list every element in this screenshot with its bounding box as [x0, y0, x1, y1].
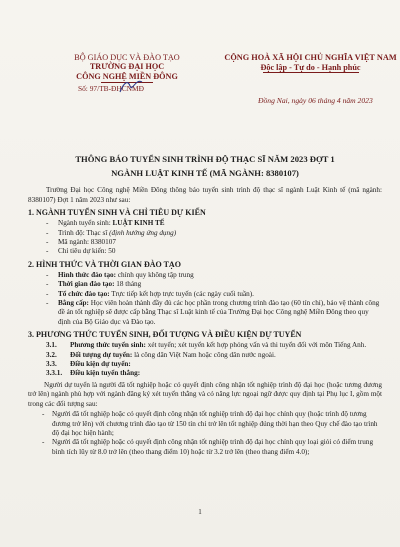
- page-number: 1: [198, 508, 202, 516]
- title-line-2: NGÀNH LUẬT KINH TẾ (MÃ NGÀNH: 8380107): [111, 168, 299, 178]
- list-item: - Ngành tuyển sinh: LUẬT KINH TẾ: [46, 219, 165, 228]
- university-name-line2: CÔNG NGHỆ MIỀN ĐÔNG: [76, 71, 178, 81]
- ministry-name: BỘ GIÁO DỤC VÀ ĐÀO TẠO: [74, 53, 180, 62]
- subsection-3-1: 3.1. Phương thức tuyển sinh: xét tuyển; xét tuyển kết hợp phỏng vấn và thi tuyển đối với môn Tiếng Anh.: [46, 341, 367, 350]
- subsection-3-3: 3.3. Điều kiện dự tuyển:: [46, 360, 131, 369]
- motto-underline: [263, 72, 359, 73]
- intro-paragraph: Trường Đại học Công nghệ Miền Đông thông báo tuyển sinh trình độ thạc sĩ ngành Luật Kinh tế (mã ngành: 8380107) Đợt 1 năm 2023 như sau:: [28, 186, 382, 204]
- document-title: [28, 152, 382, 180]
- title-line-1: THÔNG BÁO TUYỂN SINH TRÌNH ĐỘ THẠC SĨ NĂM 2023 ĐỢT 1: [75, 154, 335, 164]
- section-2-list: [28, 271, 382, 327]
- issue-date: Đồng Nai, ngày 06 tháng 4 năm 2023: [258, 96, 373, 105]
- eligibility-list: [28, 410, 382, 457]
- section-2-heading: 2. HÌNH THỨC VÀ THỜI GIAN ĐÀO TẠO: [28, 259, 181, 269]
- list-item: - Thời gian đào tạo: 18 tháng: [46, 280, 142, 289]
- list-item: - Chỉ tiêu dự kiến: 50: [46, 247, 116, 256]
- nation-name: CỘNG HOÀ XÃ HỘI CHỦ NGHĨA VIỆT NAM: [224, 53, 397, 62]
- list-item: - Hình thức đào tạo: chính quy không tập trung: [46, 270, 194, 279]
- list-item: - Người đã tốt nghiệp hoặc có quyết định công nhận tốt nghiệp trình độ đại học chính quy (hoặc trình độ tương đương trở lên) với chương trình đào tạo từ 150 tín chỉ trở lên tốt nghiệp đúng thời hạn theo Quy chế đào tạo trình độ đại học hiện hành;: [42, 410, 378, 437]
- list-item: - Mã ngành: 8380107: [46, 238, 116, 246]
- list-item: - Bằng cấp: Học viên hoàn thành đầy đủ các học phần trong chương trình đào tạo (60 tín chỉ), bảo vệ thành công đề án tốt nghiệp sẽ được cấp bằng Thạc sĩ Luật kinh tế của Trường Đại học Công nghệ Miền Đông theo quy định của Bộ Giáo dục và Đào tạo.: [46, 299, 380, 326]
- subsection-3-3-1: 3.3.1. Điều kiện tuyển thẳng:: [46, 369, 141, 378]
- national-motto: Độc lập - Tự do - Hạnh phúc: [260, 62, 361, 72]
- list-item: - Tổ chức đào tạo: Trực tiếp kết hợp trực tuyến (các ngày cuối tuần).: [46, 289, 254, 298]
- document-number: Số: 97/TB-ĐHCNMĐ: [78, 84, 144, 94]
- section-3-heading: 3. PHƯƠNG THỨC TUYỂN SINH, ĐỐI TƯỢNG VÀ ĐIỀU KIỆN DỰ TUYỂN: [28, 330, 302, 340]
- subsection-3-2: 3.2. Đối tượng dự tuyển: là công dân Việt Nam hoặc công dân nước ngoài.: [46, 350, 276, 359]
- handwritten-number-mark: [114, 70, 148, 100]
- university-name-line1: TRƯỜNG ĐẠI HỌC: [89, 62, 165, 72]
- section-1-heading: 1. NGÀNH TUYỂN SINH VÀ CHỈ TIÊU DỰ KIẾN: [28, 208, 206, 218]
- list-item: - Trình độ: Thạc sĩ (định hướng ứng dụng): [46, 228, 177, 237]
- section-1-list: [28, 219, 382, 257]
- national-block: [208, 53, 400, 73]
- list-item: - Người đã tốt nghiệp hoặc có quyết định công nhận tốt nghiệp trình độ đại học chính quy loại giỏi có điểm trung bình tích lũy từ 8.0 trở lên (theo thang điểm 10) hoặc từ 3.2 trở lên (theo thang điểm 4.0);: [42, 438, 374, 456]
- eligibility-paragraph: Người dự tuyển là người đã tốt nghiệp hoặc có quyết định công nhận tốt nghiệp trình độ đại học (hoặc tương đương trở lên) ngành phù hợp với ngành đăng ký xét tuyển thẳng và có năng lực ngoại ngữ được quy định tại Phụ lục I, gồm một trong các đối tượng sau:: [28, 380, 382, 408]
- document-header: [28, 0, 397, 120]
